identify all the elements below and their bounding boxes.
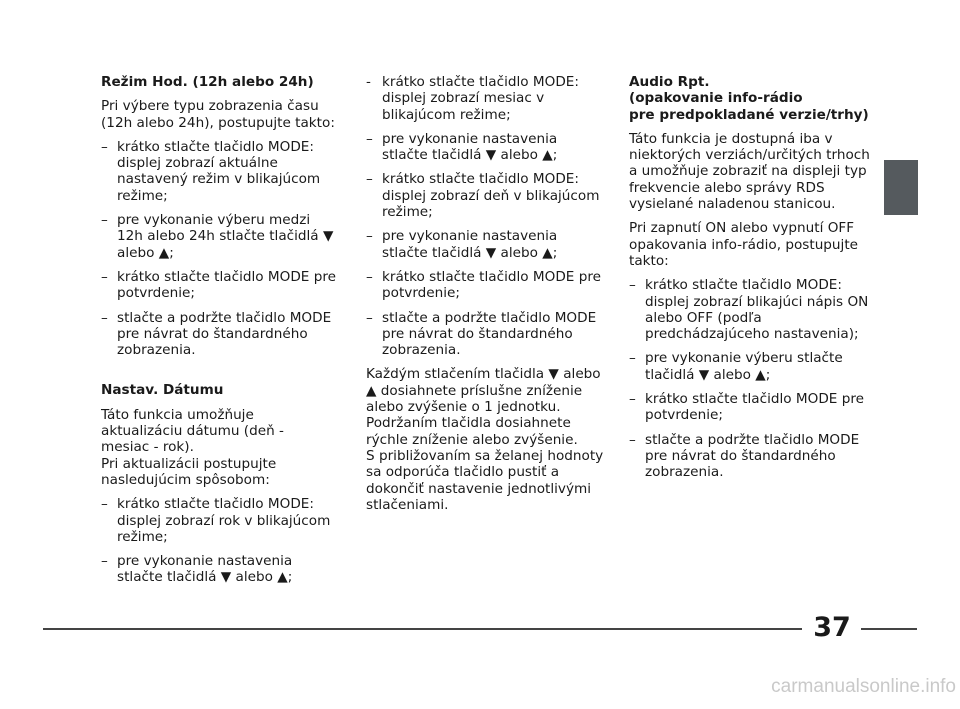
chapter-tab-marker <box>884 160 918 215</box>
paragraph: Pri výbere typu zobrazenia času (12h alebo 24h), postupujte takto: <box>101 98 335 131</box>
list-item: – stlačte a podržte tlačidlo MODE pre návrat do štandardného zobrazenia. <box>101 309 332 359</box>
section-heading-date: Nastav. Dátumu <box>101 382 224 399</box>
list-item: – krátko stlačte tlačidlo MODE pre potvrdenie; <box>366 268 601 302</box>
list-item: - krátko stlačte tlačidlo MODE: displej zobrazí mesiac v blikajúcom režime; <box>366 74 579 123</box>
column-right <box>629 74 874 489</box>
list-item: – stlačte a podržte tlačidlo MODE pre návrat do štandardného zobrazenia. <box>366 309 597 359</box>
list-item: – stlačte a podržte tlačidlo MODE pre návrat do štandardného zobrazenia. <box>629 431 860 481</box>
paragraph: Pri zapnutí ON alebo vypnutí OFF opakovania info-rádio, postupujte takto: <box>629 220 859 269</box>
list-item: – krátko stlačte tlačidlo MODE pre potvrdenie; <box>101 268 336 302</box>
list-item: – krátko stlačte tlačidlo MODE: displej zobrazí blikajúci nápis ON alebo OFF (podľa predchádzajúceho nastavenia); <box>629 277 869 343</box>
list-item: – krátko stlačte tlačidlo MODE: displej zobrazí aktuálne nastavený režim v blikajúcom režime; <box>101 138 321 204</box>
list-item: – krátko stlačte tlačidlo MODE: displej zobrazí rok v blikajúcom režime; <box>101 496 331 545</box>
paragraph: Podržaním tlačidla dosiahnete rýchle zníženie alebo zvýšenie. <box>366 415 578 448</box>
list-item: – pre vykonanie výberu medzi 12h alebo 24h stlačte tlačidlá ▼ alebo ▲; <box>101 212 334 261</box>
footer-rule-left <box>43 628 802 630</box>
list-item: – pre vykonanie nastavenia stlačte tlačidlá ▼ alebo ▲; <box>366 130 558 164</box>
paragraph: Táto funkcia je dostupná iba v niektorých verziách/určitých trhoch a umožňuje zobraziť na displeji typ frekvencie alebo správy RDS vysielané naladenou stanicou. <box>629 130 870 213</box>
page-number: 37 <box>813 612 851 643</box>
list-item: – pre vykonanie nastavenia stlačte tlačidlá ▼ alebo ▲; <box>101 553 293 586</box>
section-heading-time-mode: Režim Hod. (12h alebo 24h) <box>101 74 314 90</box>
list-item: – krátko stlačte tlačidlo MODE pre potvrdenie; <box>629 391 864 424</box>
list-item: – pre vykonanie nastavenia stlačte tlačidlá ▼ alebo ▲; <box>366 228 558 261</box>
footer-rule-right <box>861 628 917 630</box>
paragraph: S približovaním sa želanej hodnoty sa odporúča tlačidlo pustiť a dokončiť nastavenie jednotlivými stlačeniami. <box>366 447 604 513</box>
column-middle <box>366 74 606 521</box>
section-heading-audio-rpt: Audio Rpt. (opakovanie info-rádio pre predpokladané verzie/trhy) <box>629 74 869 123</box>
watermark: carmanualsonline.info <box>771 676 956 697</box>
paragraph: Každým stlačením tlačidla ▼ alebo ▲ dosiahnete príslušne zníženie alebo zvýšenie o 1 jednotku. <box>366 366 601 416</box>
paragraph: Táto funkcia umožňuje aktualizáciu dátumu (deň - mesiac - rok). <box>101 406 284 456</box>
list-item: – pre vykonanie výberu stlačte tlačidlá ▼ alebo ▲; <box>629 350 843 383</box>
column-left <box>101 74 336 594</box>
paragraph: Pri aktualizácii postupujte nasledujúcim spôsobom: <box>101 455 277 488</box>
list-item: – krátko stlačte tlačidlo MODE: displej zobrazí deň v blikajúcom režime; <box>366 171 600 221</box>
